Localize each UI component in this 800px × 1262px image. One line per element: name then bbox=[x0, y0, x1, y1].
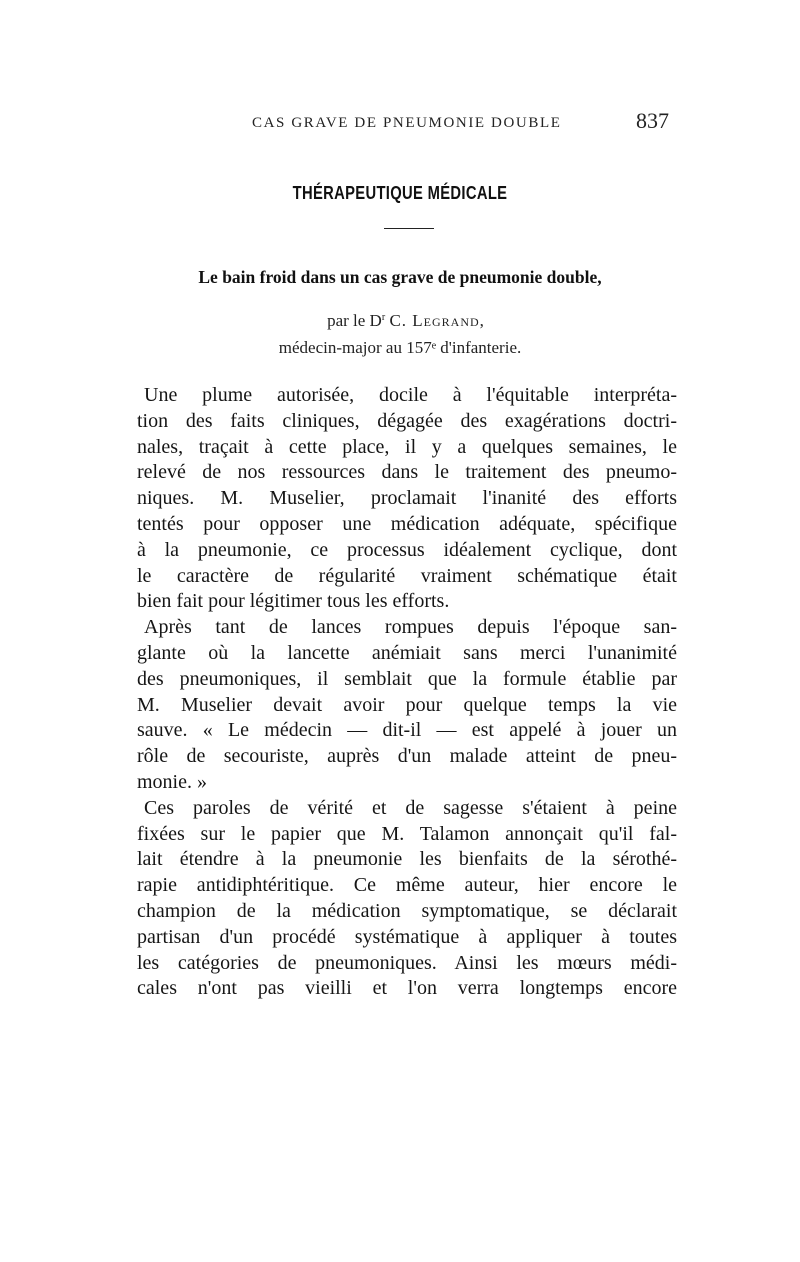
running-head: CAS GRAVE DE PNEUMONIE DOUBLE bbox=[252, 115, 562, 131]
text-line: Ces paroles de vérité et de sagesse s'étaient à peine bbox=[144, 796, 677, 819]
page-number: 837 bbox=[636, 108, 669, 133]
text-line: le caractère de régularité vraiment schématique était bbox=[137, 564, 677, 587]
text-line: tentés pour opposer une médication adéquate, spécifique bbox=[137, 512, 677, 535]
text-line: rôle de secouriste, auprès d'un malade atteint de pneu- bbox=[137, 745, 677, 768]
text-line: cales n'ont pas vieilli et l'on verra longtemps encore bbox=[137, 977, 677, 1000]
text-line: rapie antidiphtéritique. Ce même auteur, hier encore le bbox=[137, 874, 677, 897]
text-line: partisan d'un procédé systématique à appliquer à toutes bbox=[137, 925, 677, 948]
text-line: lait étendre à la pneumonie les bienfaits de la sérothé- bbox=[137, 848, 677, 871]
author-affiliation: médecin-major au 157ᵉ d'infanterie. bbox=[278, 338, 522, 357]
text-line: à la pneumonie, ce processus idéalement cyclique, dont bbox=[137, 538, 677, 561]
text-line: relevé de nos ressources dans le traitement des pneumo- bbox=[137, 461, 677, 484]
text-line: monie. » bbox=[137, 770, 207, 793]
byline-prefix: par le D bbox=[327, 311, 382, 330]
text-line: sauve. « Le médecin — dit-il — est appelé à jouer un bbox=[137, 719, 677, 742]
byline-superscript: r bbox=[381, 312, 386, 323]
text-line: tion des faits cliniques, dégagée des exagérations doctri- bbox=[137, 409, 677, 432]
text-line: les catégories de pneumoniques. Ainsi les mœurs médi- bbox=[137, 951, 677, 974]
text-line: bien fait pour légitimer tous les efforts. bbox=[137, 590, 450, 613]
section-title: THÉRAPEUTIQUE MÉDICALE bbox=[292, 183, 508, 203]
title-divider bbox=[384, 228, 434, 229]
byline bbox=[6, 311, 800, 331]
body-text bbox=[137, 383, 677, 1002]
text-line: fixées sur le papier que M. Talamon annonçait qu'il fal- bbox=[137, 822, 677, 845]
text-line: glante où la lancette anémiait sans merci l'unanimité bbox=[137, 641, 677, 664]
author-name: C. Legrand, bbox=[389, 311, 485, 330]
text-line: des pneumoniques, il semblait que la formule établie par bbox=[137, 667, 677, 690]
text-line: champion de la médication symptomatique, se déclarait bbox=[137, 899, 677, 922]
article-title: Le bain froid dans un cas grave de pneumonie double, bbox=[198, 267, 602, 287]
text-line: nales, traçait à cette place, il y a quelques semaines, le bbox=[137, 435, 677, 458]
text-line: niques. M. Muselier, proclamait l'inanité des efforts bbox=[137, 487, 677, 510]
text-line: Après tant de lances rompues depuis l'époque san- bbox=[144, 616, 677, 639]
text-line: Une plume autorisée, docile à l'équitable interpréta- bbox=[144, 384, 677, 406]
text-line: M. Muselier devait avoir pour quelque temps la vie bbox=[137, 693, 677, 716]
